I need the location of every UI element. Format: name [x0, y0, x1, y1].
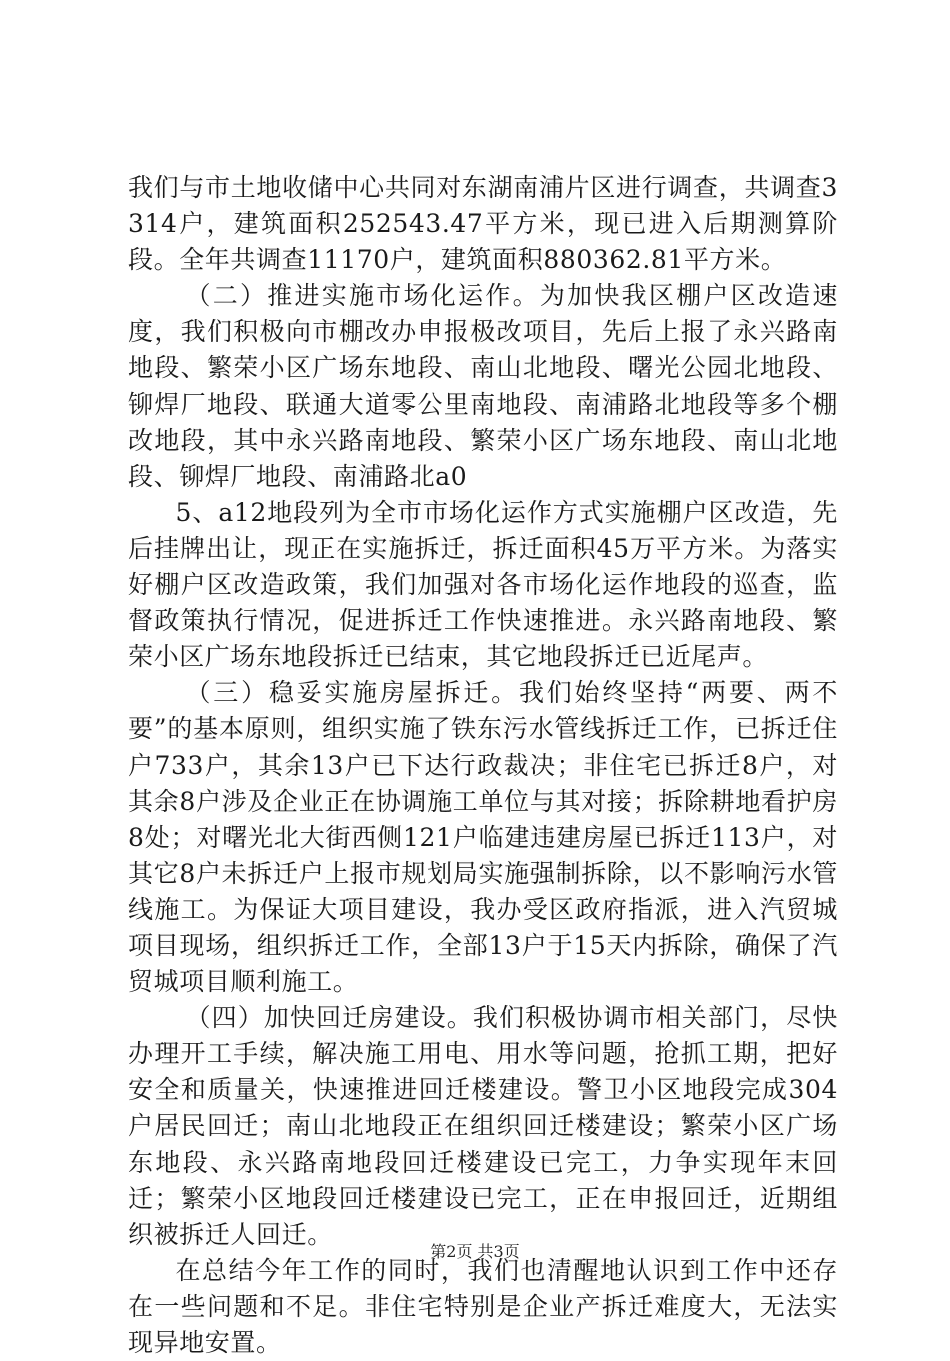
paragraph-problems: 在总结今年工作的同时，我们也清醒地认识到工作中还存在一些问题和不足。非住宅特别是企业产拆迁难度大，无法实现异地安置。: [128, 1255, 838, 1357]
paragraph-resettlement-housing: （四）加快回迁房建设。我们积极协调市相关部门，尽快办理开工手续，解决施工用电、用水等问题，抢抓工期，把好安全和质量关，快速推进回迁楼建设。警卫小区地段完成304户居民回迁；南山北地段正在组织回迁楼建设；繁荣小区广场东地段、永兴路南地段回迁楼建设已完工，力争实现年末回迁；繁荣小区地段回迁楼建设已完工，正在申报回迁，近期组织被拆迁人回迁。: [128, 1003, 838, 1249]
paragraph-market-operation: （二）推进实施市场化运作。为加快我区棚户区改造速度，我们积极向市棚改办申报极改项目，先后上报了永兴路南地段、繁荣小区广场东地段、南山北地段、曙光公园北地段、铆焊厂地段、联通大道零公里南地段、南浦路北地段等多个棚改地段，其中永兴路南地段、繁荣小区广场东地段、南山北地段、铆焊厂地段、南浦路北a0: [128, 281, 838, 491]
paragraph-house-demolition: （三）稳妥实施房屋拆迁。我们始终坚持“两要、两不要”的基本原则，组织实施了铁东污水管线拆迁工作，已拆迁住户733户，其余13户已下达行政裁决；非住宅已拆迁8户，对其余8户涉及企业正在协调施工单位与其对接；拆除耕地看护房8处；对曙光北大街西侧121户临建违建房屋已拆迁113户，对其它8户未拆迁户上报市规划局实施强制拆除，以不影响污水管线施工。为保证大项目建设，我办受区政府指派，进入汽贸城项目现场，组织拆迁工作，全部13户于15天内拆除，确保了汽贸城项目顺利施工。: [128, 678, 838, 997]
page-number: 第2页 共3页: [430, 1242, 520, 1261]
paragraph-survey-results: 我们与市土地收储中心共同对东湖南浦片区进行调查，共调查3314户，建筑面积252543.47平方米，现已进入后期测算阶段。全年共调查11170户，建筑面积880362.81平方米。: [128, 173, 838, 275]
page-footer: [0, 1242, 950, 1262]
paragraph-demolition-progress: 5、a12地段列为全市市场化运作方式实施棚户区改造，先后挂牌出让，现正在实施拆迁，拆迁面积45万平方米。为落实好棚户区改造政策，我们加强对各市场化运作地段的巡查，监督政策执行情况，促进拆迁工作快速推进。永兴路南地段、繁荣小区广场东地段拆迁已结束，其它地段拆迁已近尾声。: [128, 497, 838, 672]
document-body: [128, 170, 838, 1361]
